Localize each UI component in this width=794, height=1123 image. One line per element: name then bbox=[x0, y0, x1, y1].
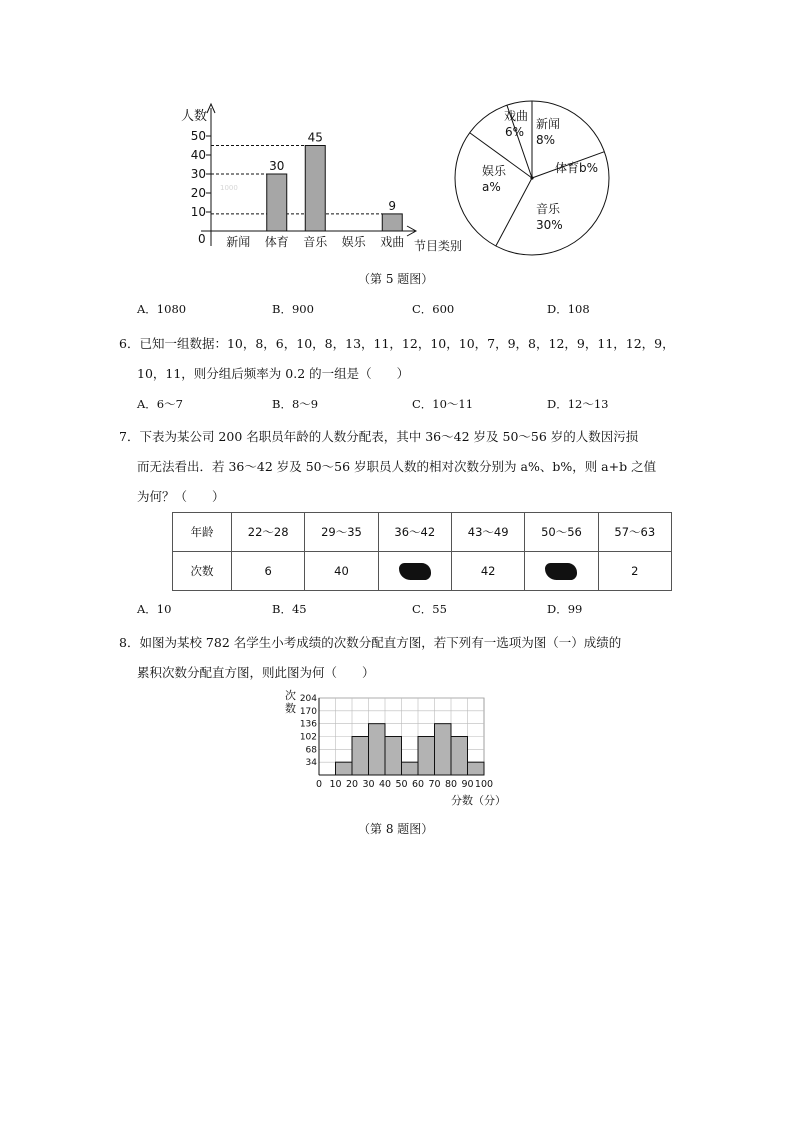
hist-bar bbox=[336, 762, 353, 775]
hist-x-tick-labels bbox=[316, 779, 493, 790]
hist-x-tick-label: 20 bbox=[345, 779, 359, 790]
bar-data-label: 9 bbox=[388, 198, 397, 213]
hist-x-axis-label: 分数（分） bbox=[451, 794, 506, 807]
hist-bar bbox=[451, 737, 468, 776]
q8-stem-line1: 8．如图为某校 782 名学生小考成绩的次数分配直方图，若下列有一选项为图（一）成绩的 bbox=[119, 635, 622, 650]
table-cell: 42 bbox=[451, 552, 524, 591]
table-cell: 2 bbox=[598, 552, 671, 591]
pie-label-music-pct: 30% bbox=[536, 218, 563, 232]
bar-x-tick-label: 音乐 bbox=[303, 235, 328, 249]
bar-y-axis-label: 人数 bbox=[181, 109, 208, 124]
hist-y-tick-labels bbox=[300, 694, 317, 768]
bar-data-label: 45 bbox=[307, 130, 323, 145]
hist-y-tick-label: 170 bbox=[299, 706, 317, 717]
ink-smudge-icon bbox=[399, 563, 431, 580]
table-cell-smudged bbox=[525, 552, 598, 591]
hist-y-tick-label: 34 bbox=[305, 758, 317, 769]
hist-bar bbox=[352, 737, 369, 776]
hist-x-tick-label: 80 bbox=[444, 779, 458, 790]
bar bbox=[382, 214, 402, 231]
table-row-count bbox=[173, 552, 672, 591]
q7-option-d: D．99 bbox=[547, 602, 583, 616]
hist-y-label-2: 数 bbox=[285, 702, 296, 715]
bar-y-ticks bbox=[191, 129, 211, 219]
bar-origin-label: 0 bbox=[198, 232, 206, 246]
bar-data-label: 30 bbox=[269, 159, 285, 173]
q6-option-d: D．12～13 bbox=[547, 397, 609, 411]
hist-bar bbox=[369, 724, 386, 775]
bar-y-tick-label: 30 bbox=[190, 167, 206, 181]
table-cell: 36～42 bbox=[378, 513, 451, 552]
q6-stem-line2: 10，11，则分组后频率为 0.2 的一组是（ ） bbox=[137, 366, 410, 381]
bar-guide-lines bbox=[211, 146, 382, 214]
q5-option-c: C．600 bbox=[412, 302, 455, 316]
bar-x-tick-label: 体育 bbox=[264, 235, 289, 249]
pie-label-opera: 戏曲 bbox=[504, 109, 529, 123]
bar-x-tick-label: 戏曲 bbox=[380, 235, 405, 249]
table-cell-smudged bbox=[378, 552, 451, 591]
pie-label-ent-pct: a% bbox=[482, 180, 501, 194]
q7-option-c: C．55 bbox=[412, 602, 447, 616]
table-cell: 29～35 bbox=[305, 513, 378, 552]
q6-option-a: A．6～7 bbox=[137, 397, 183, 411]
hist-bar bbox=[385, 737, 402, 776]
table-header-age: 年龄 bbox=[173, 513, 232, 552]
q5-option-a: A．1080 bbox=[137, 302, 187, 316]
table-cell: 6 bbox=[232, 552, 305, 591]
bar bbox=[305, 146, 325, 232]
table-cell: 43～49 bbox=[451, 513, 524, 552]
pie-label-opera-pct: 6% bbox=[505, 125, 525, 139]
bar-y-tick-label: 50 bbox=[190, 129, 206, 143]
table-cell: 57～63 bbox=[598, 513, 671, 552]
table-header-count: 次数 bbox=[173, 552, 232, 591]
table-row-age bbox=[173, 513, 672, 552]
pie-label-music: 音乐 bbox=[536, 202, 561, 216]
histogram-scores bbox=[275, 688, 525, 808]
hist-bar bbox=[468, 762, 485, 775]
hist-x-tick-label: 30 bbox=[362, 779, 375, 790]
q7-option-a: A．10 bbox=[137, 602, 172, 616]
table-cell: 50～56 bbox=[525, 513, 598, 552]
q8-caption: （第 8 题图） bbox=[358, 822, 434, 836]
hist-bar bbox=[435, 724, 452, 775]
q6-option-b: B．8～9 bbox=[272, 397, 319, 411]
q7-stem-line3: 为何？（ ） bbox=[137, 489, 225, 504]
hist-x-tick-label: 40 bbox=[378, 779, 392, 790]
bar-chart-program-types bbox=[175, 100, 475, 260]
pie-label-ent: 娱乐 bbox=[482, 164, 507, 178]
hist-x-tick-label: 60 bbox=[411, 779, 425, 790]
bar-y-tick-label: 20 bbox=[190, 186, 206, 200]
bar-watermark: 1000 bbox=[220, 184, 238, 192]
hist-y-tick-label: 102 bbox=[299, 732, 317, 743]
bar-y-tick-label: 40 bbox=[190, 148, 206, 162]
pie-label-news-pct: 8% bbox=[536, 133, 556, 147]
q7-stem-line1: 7．下表为某公司 200 名职员年龄的人数分配表，其中 36～42 岁及 50～56 岁的人数因污损 bbox=[119, 429, 639, 444]
pie-center-dot bbox=[530, 176, 533, 179]
table-cell: 22～28 bbox=[232, 513, 305, 552]
hist-y-tick-label: 136 bbox=[299, 719, 317, 730]
hist-x-tick-label: 100 bbox=[474, 779, 494, 790]
bar-x-tick-label: 娱乐 bbox=[341, 235, 366, 249]
q6-option-c: C．10～11 bbox=[412, 397, 474, 411]
pie-chart-program-types bbox=[452, 98, 612, 258]
q7-option-b: B．45 bbox=[272, 602, 307, 616]
hist-x-tick-label: 70 bbox=[428, 779, 441, 790]
q5-option-d: D．108 bbox=[547, 302, 590, 316]
hist-bar bbox=[402, 762, 419, 775]
age-distribution-table bbox=[172, 512, 672, 591]
q5-option-b: B．900 bbox=[272, 302, 314, 316]
pie-label-news: 新闻 bbox=[536, 117, 561, 131]
bar-y-tick-label: 10 bbox=[190, 205, 206, 219]
hist-x-tick-label: 10 bbox=[329, 779, 342, 790]
hist-x-tick-label: 0 bbox=[315, 779, 323, 790]
bar-x-axis-label: 节目类别 bbox=[414, 239, 463, 253]
bar-x-tick-label: 新闻 bbox=[226, 235, 251, 249]
hist-y-tick-label: 68 bbox=[305, 745, 317, 756]
q6-stem-line1: 6．已知一组数据：10，8，6，10，8，13，11，12，10，10，7，9，8，12，9，11，12，9， bbox=[119, 336, 675, 351]
bar bbox=[267, 174, 287, 231]
hist-x-tick-label: 50 bbox=[395, 779, 408, 790]
hist-x-tick-label: 90 bbox=[461, 779, 474, 790]
pie-label-sports: 体育b% bbox=[555, 161, 599, 175]
bar-x-tick-labels bbox=[226, 234, 404, 249]
q8-stem-line2: 累积次数分配直方图，则此图为何（ ） bbox=[137, 665, 375, 680]
hist-bar bbox=[418, 737, 435, 776]
hist-y-tick-label: 204 bbox=[299, 694, 317, 704]
ink-smudge-icon bbox=[545, 563, 577, 580]
table-cell: 40 bbox=[305, 552, 378, 591]
hist-y-label-1: 次 bbox=[285, 689, 296, 702]
q7-stem-line2: 而无法看出．若 36～42 岁及 50～56 岁职员人数的相对次数分别为 a%、b%，则 a+b 之值 bbox=[137, 459, 657, 474]
q5-caption: （第 5 题图） bbox=[358, 272, 434, 286]
